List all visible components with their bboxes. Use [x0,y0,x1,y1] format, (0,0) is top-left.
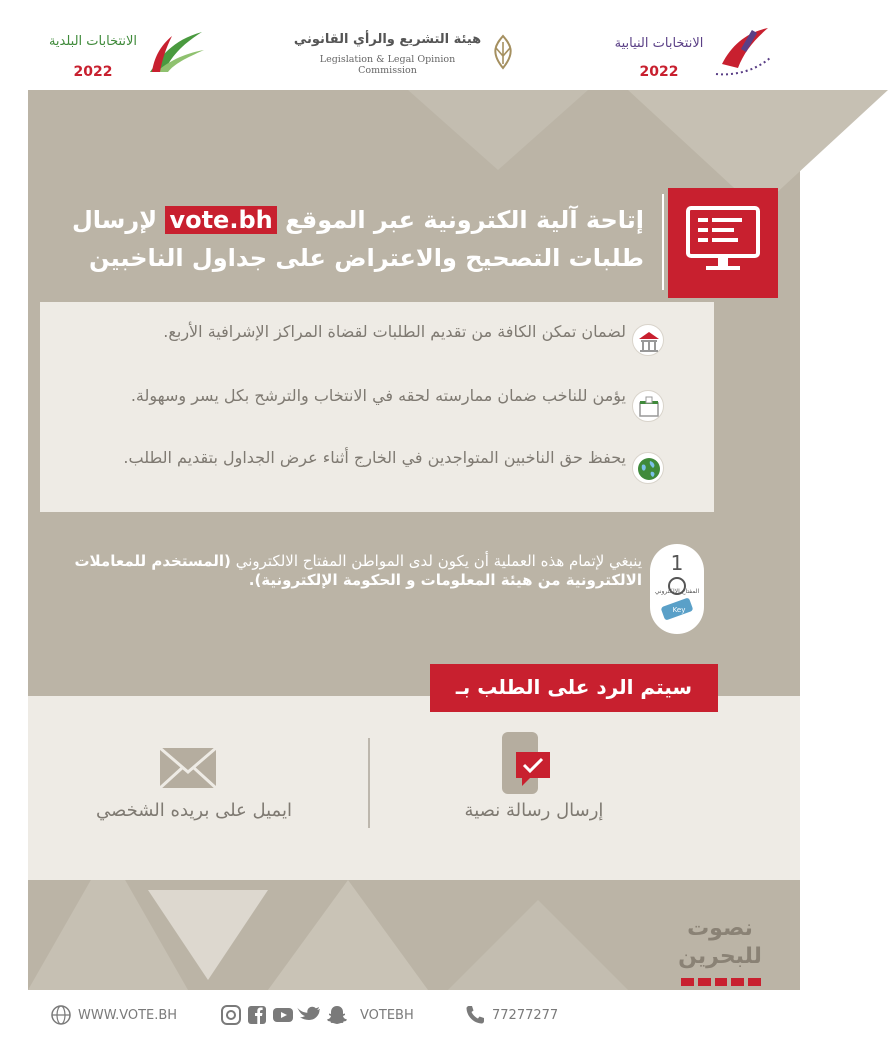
emblem-icon [486,34,520,70]
headline [64,194,664,290]
social-handle[interactable]: VOTEBH [360,1008,414,1023]
building-icon [632,324,664,356]
monitor-icon [668,188,778,298]
headline-line-1 [72,206,644,234]
municipal-elections-logo [38,28,208,78]
footer [0,992,800,1054]
legislation-commission-logo [290,32,530,76]
ballot-box-icon [632,390,664,422]
commission-name-english: Legislation & Legal Opinion Commission [319,54,456,76]
ekey-note [48,552,642,590]
headline-text: لإرسال [71,206,158,234]
sms-phone-icon [498,730,552,796]
header [0,0,800,90]
globe-icon [50,1004,72,1026]
vote-bh-highlight: vote.bh [165,206,276,234]
main-panel [28,90,800,990]
list-item: يؤمن للناخب ضمان ممارسته لحقه في الانتخاب والترشح بكل يسر وسهولة. [130,386,626,405]
ekey-note-bold: (المستخدم للمعاملات الالكترونية من هيئة المعلومات و الحكومة الإلكترونية). [74,552,642,589]
list-item: لضمان تمكن الكافة من تقديم الطلبات لقضاة المراكز الإشرافية الأربع. [163,322,626,341]
headline-text: إتاحة آلية الكترونية عبر الموقع [285,206,644,234]
headline-line-2: طلبات التصحيح والاعتراض على جداول الناخبين [89,244,644,272]
ekey-note-text: ينبغي لإتمام هذه العملية أن يكون لدى المواطن المفتاح الالكتروني [235,552,642,570]
parliamentary-elections-logo [604,24,774,80]
reply-options [28,696,800,880]
globe-icon [632,452,664,484]
parliamentary-elections-text: الانتخابات النيابية [614,36,704,51]
reply-heading: سيتم الرد على الطلب بـ [430,664,718,712]
commission-name-arabic: هيئة التشريع والرأي القانوني [293,32,482,47]
municipal-elections-text: الانتخابات البلدية [48,34,138,49]
email-option-label: ايميل على بريده الشخصي [96,800,292,821]
phone-icon [464,1004,486,1026]
youtube-icon[interactable] [272,1004,294,1026]
twitter-icon[interactable] [298,1004,322,1026]
list-item: يحفظ حق الناخبين المتواجدين في الخارج أثناء عرض الجداول بتقديم الطلب. [123,448,626,467]
svg-text:1: 1 [670,551,684,575]
palm-leaf-icon [146,28,206,76]
ekey-icon-label: المفتاح الإلكتروني [654,588,700,595]
decor-triangle [148,890,268,980]
badge-bars [681,978,761,986]
decor-triangle [268,880,428,990]
instagram-icon[interactable] [220,1004,242,1026]
municipal-elections-year: 2022 [73,64,113,80]
divider [368,738,370,828]
ballot-swoosh-icon [712,24,772,80]
decor-triangle [408,90,588,170]
badge-line-2: للبحرين [678,944,762,969]
benefits-list [40,302,714,512]
sms-option-label: إرسال رسالة نصية [464,800,604,821]
website-link[interactable]: WWW.VOTE.BH [78,1008,178,1023]
badge-line-1: نصوت [687,916,753,941]
phone-number[interactable]: 77277277 [492,1008,559,1023]
decor-triangle [448,900,628,990]
facebook-icon[interactable] [246,1004,268,1026]
parliamentary-elections-year: 2022 [639,64,679,80]
monitor-tile [668,188,778,298]
ekey-icon-tag: Key [672,606,686,614]
snapchat-icon[interactable] [326,1004,348,1026]
envelope-icon [160,748,216,788]
